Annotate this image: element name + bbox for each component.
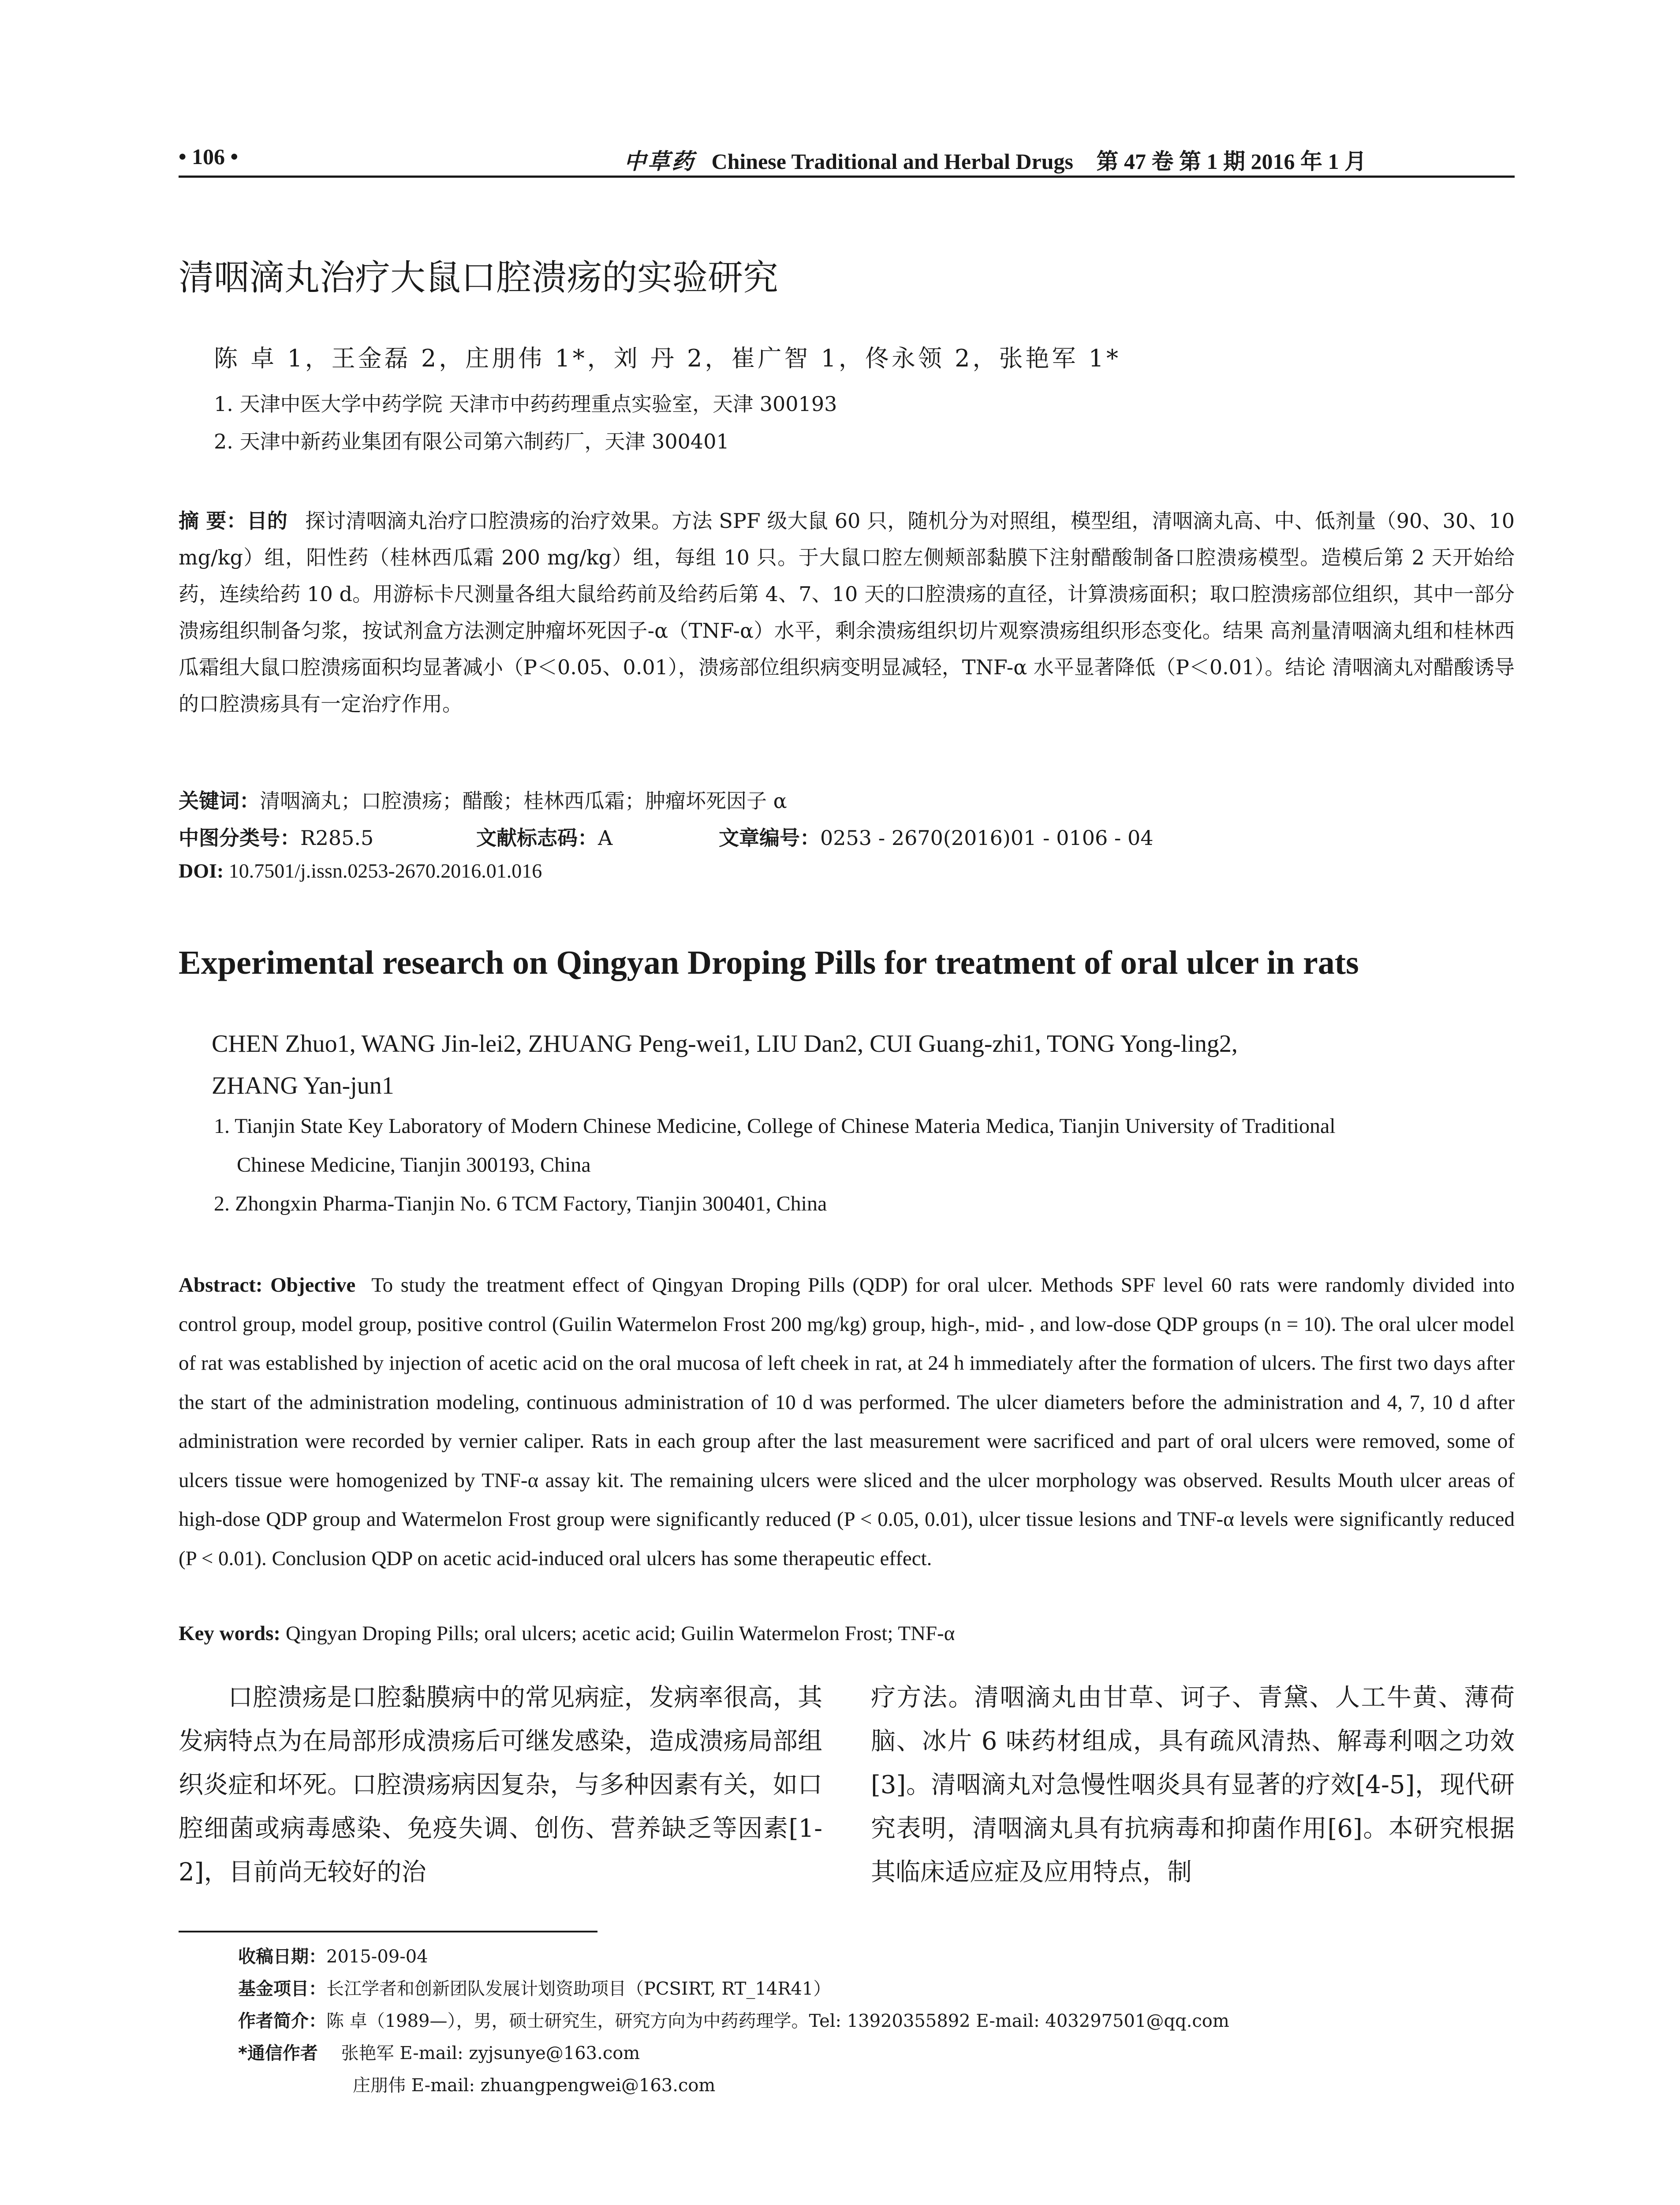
english-abstract-text: To study the treatment effect of Qingyan Droping Pills (QDP) for oral ulcer. Methods SPF level 60 rats were randomly divided into control group, model group, positive control (Guilin Watermelon Frost 200 mg/kg) group, high-, mid- , and low-dose QDP groups (n = 10). The oral ulcer model of rat was established by injection of acetic acid on the oral mucosa of left cheek in rat, at 24 h immediately after the formation of ulcers. The first two days after the start of the administration modeling, continuous administration of 10 d was performed. The ulcer diameters before the administration and 4, 7, 10 d after administration were recorded by vernier caliper. Rats in each group after the last measurement were sacrificed and part of oral ulcers were removed, some of ulcers tissue were homogenized by TNF-α assay kit. The remaining ulcers were sliced and the ulcer morphology was observed. Results Mouth ulcer areas of high-dose QDP group and Watermelon Frost group were significantly reduced (P < 0.05, 0.01), ulcer tissue lesions and TNF-α levels were significantly reduced (P < 0.01). Conclusion QDP on acetic acid-induced oral ulcers has some therapeutic effect. — [179, 1274, 1515, 1570]
page-number: • 106 • — [179, 144, 239, 169]
english-affiliation-2: 2. Zhongxin Pharma-Tianjin No. 6 TCM Factory, Tianjin 300401, China — [214, 1192, 827, 1215]
chinese-abstract — [179, 503, 1515, 722]
chinese-abstract-label: 摘 要：目的 — [179, 509, 288, 533]
chinese-keywords — [179, 785, 787, 814]
body-right-column: 疗方法。清咽滴丸由甘草、诃子、青黛、人工牛黄、薄荷脑、冰片 6 味药材组成，具有疏风清热、解毒利咽之功效[3]。清咽滴丸对急慢性咽炎具有显著的疗效[4-5]，现代研究表明，清咽滴丸具有抗病毒和抑菌作用[6]。本研究根据其临床适应症及应用特点，制 — [871, 1683, 1515, 1887]
chinese-keywords-label: 关键词： — [179, 789, 260, 813]
english-affiliation-1-cont: Chinese Medicine, Tianjin 300193, China — [237, 1153, 591, 1177]
fund-label: 基金项目： — [238, 1979, 326, 1999]
body-left-column: 口腔溃疡是口腔黏膜病中的常见病症，发病率很高，其发病特点为在局部形成溃疡后可继发感染，造成溃疡局部组织炎症和坏死。口腔溃疡病因复杂，与多种因素有关，如口腔细菌或病毒感染、免疫失调、创伤、营养缺乏等因素[1-2]，目前尚无较好的治 — [179, 1683, 822, 1887]
chinese-abstract-text: 探讨清咽滴丸治疗口腔溃疡的治疗效果。方法 SPF 级大鼠 60 只，随机分为对照组，模型组，清咽滴丸高、中、低剂量（90、30、10 mg/kg）组，阳性药（桂林西瓜霜 200 mg/kg）组，每组 10 只。于大鼠口腔左侧颊部黏膜下注射醋酸制备口腔溃疡模型。造模后第 2 天开始给药，连续给药 10 d。用游标卡尺测量各组大鼠给药前及给药后第 4、7、10 天的口腔溃疡的直径，计算溃疡面积；取口腔溃疡部位组织，其中一部分溃疡组织制备匀浆，按试剂盒方法测定肿瘤坏死因子-α（TNF-α）水平，剩余溃疡组织切片观察溃疡组织形态变化。结果 高剂量清咽滴丸组和桂林西瓜霜组大鼠口腔溃疡面积均显著减小（P＜0.05、0.01），溃疡部位组织病变明显减轻，TNF-α 水平显著降低（P＜0.01）。结论 清咽滴丸对醋酸诱导的口腔溃疡具有一定治疗作用。 — [179, 509, 1515, 716]
english-abstract — [179, 1266, 1515, 1578]
corresponding-author-2: 庄朋伟 E-mail: zhuangpengwei@163.com — [353, 2075, 716, 2096]
doi-line — [179, 859, 542, 882]
english-abstract-label: Abstract: Objective — [179, 1274, 356, 1297]
journal-citation — [624, 144, 1366, 176]
received-date: 2015-09-04 — [326, 1947, 428, 1967]
english-affiliation-1: 1. Tianjin State Key Laboratory of Modern Chinese Medicine, College of Chinese Materia Medica, Tianjin University of Traditional — [214, 1114, 1336, 1138]
footnote-corresponding — [238, 2039, 640, 2064]
english-affiliations — [214, 1107, 1519, 1223]
doc-code-label: 文献标志码： — [476, 826, 598, 850]
article-number — [719, 822, 1154, 851]
doi-label: DOI: — [179, 860, 224, 882]
journal-name-en: Chinese Traditional and Herbal Drugs — [711, 149, 1073, 174]
english-title: Experimental research on Qingyan Droping Pills for treatment of oral ulcer in rats — [179, 944, 1359, 981]
footnote-rule — [179, 1931, 597, 1932]
english-keywords-text: Qingyan Droping Pills; oral ulcers; acetic acid; Guilin Watermelon Frost; TNF-α — [285, 1622, 955, 1645]
chinese-keywords-text: 清咽滴丸；口腔溃疡；醋酸；桂林西瓜霜；肿瘤坏死因子 α — [260, 789, 787, 813]
chinese-affiliation-1: 1. 天津中医大学中药学院 天津市中药药理重点实验室，天津 300193 — [214, 392, 837, 416]
chinese-authors: 陈 卓 1，王金磊 2，庄朋伟 1*，刘 丹 2，崔广智 1，佟永领 2，张艳军 1* — [214, 344, 1121, 372]
document-code — [476, 822, 612, 851]
author-bio-text: 陈 卓（1989—），男，硕士研究生，研究方向为中药药理学。Tel: 13920355892 E-mail: 403297501@qq.com — [326, 2011, 1229, 2031]
author-bio-label: 作者简介： — [238, 2011, 326, 2031]
clc-value: R285.5 — [300, 826, 374, 850]
received-label: 收稿日期： — [238, 1947, 326, 1967]
article-number-label: 文章编号： — [719, 826, 820, 850]
clc-label: 中图分类号： — [179, 826, 300, 850]
classification-line — [179, 822, 373, 851]
chinese-affiliation-2: 2. 天津中新药业集团有限公司第六制药厂，天津 300401 — [214, 430, 729, 453]
english-authors-line-2: ZHANG Yan-jun1 — [212, 1072, 394, 1099]
journal-name-cn: 中草药 — [624, 149, 695, 174]
corresponding-author-1: 张艳军 E-mail: zyjsunye@163.com — [341, 2043, 640, 2063]
header-rule — [179, 176, 1515, 178]
english-keywords-label: Key words: — [179, 1622, 281, 1645]
english-authors-line-1: CHEN Zhuo1, WANG Jin-lei2, ZHUANG Peng-wei1, LIU Dan2, CUI Guang-zhi1, TONG Yong-ling2, — [212, 1030, 1238, 1058]
running-header — [179, 140, 1515, 180]
footnote-author — [238, 2007, 1229, 2032]
english-authors — [212, 1023, 1490, 1107]
chinese-title: 清咽滴丸治疗大鼠口腔溃疡的实验研究 — [179, 257, 778, 298]
doi-value: 10.7501/j.issn.0253-2670.2016.01.016 — [228, 860, 542, 882]
english-keywords — [179, 1614, 1515, 1653]
footnote-received — [238, 1943, 428, 1968]
doc-code-value: A — [598, 826, 613, 850]
footnote-fund — [238, 1975, 831, 2000]
journal-issue: 第 47 卷 第 1 期 2016 年 1 月 — [1096, 149, 1366, 174]
article-number-value: 0253 - 2670(2016)01 - 0106 - 04 — [820, 826, 1154, 850]
corresponding-label: *通信作者 — [238, 2043, 318, 2063]
fund-text: 长江学者和创新团队发展计划资助项目（PCSIRT, RT_14R41） — [326, 1979, 831, 1999]
